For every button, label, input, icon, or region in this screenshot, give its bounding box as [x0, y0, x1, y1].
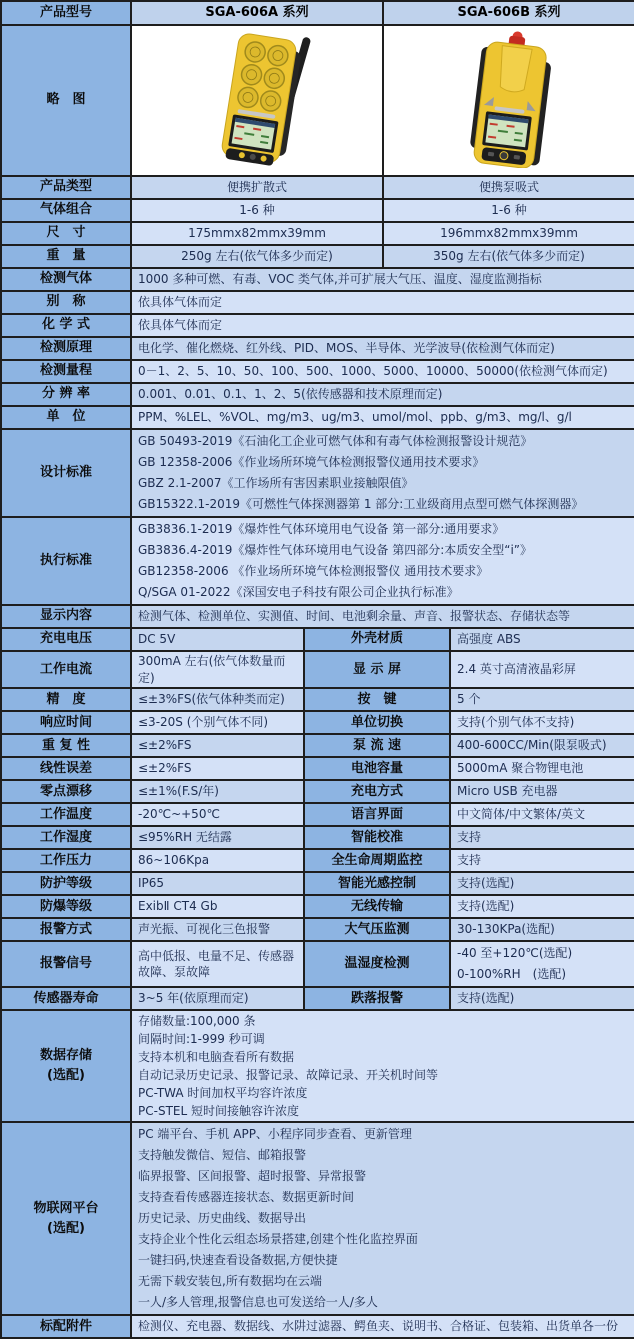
table-row-accuracy	[1, 688, 634, 711]
value-1: ≤±2%FS	[131, 734, 304, 757]
standard-line: GB15322.1-2019《可燃性气体探测器第 1 部分:工业级商用点型可燃气体探测器》	[138, 496, 584, 511]
humidity-range-line: 0-100%RH (选配)	[457, 967, 566, 982]
table-row-working-pressure	[1, 849, 634, 872]
row-label-2: 智能校准	[304, 826, 450, 849]
value-1: ≤±2%FS	[131, 757, 304, 780]
row-value-list	[131, 1010, 634, 1122]
storage-line: PC-STEL 短时间接触容许浓度	[138, 1104, 299, 1119]
table-row-protection-rating	[1, 872, 634, 895]
row-label: 气体组合	[1, 199, 131, 222]
value-1: ≤±3%FS(依气体种类而定)	[131, 688, 304, 711]
table-row-executive-standards	[1, 517, 634, 605]
row-label: 工作电流	[1, 651, 131, 689]
row-value: 1000 多种可燃、有毒、VOC 类气体,并可扩展大气压、温度、湿度监测指标	[131, 268, 634, 291]
row-label: 显示内容	[1, 605, 131, 628]
storage-line: 存储数量:100,000 条	[138, 1014, 256, 1029]
table-row-charge-voltage	[1, 628, 634, 651]
value-a: 175mmx82mmx39mm	[131, 222, 383, 245]
value-2: 支持(选配)	[450, 987, 634, 1010]
storage-line: 自动记录历史记录、报警记录、故障记录、开关机时间等	[138, 1068, 439, 1083]
row-label-product-model: 产品型号	[1, 1, 131, 25]
value-2: 2.4 英寸高清液晶彩屏	[450, 651, 634, 689]
row-value: 检测气体、检测单位、实测值、时间、电池剩余量、声音、报警状态、存储状态等	[131, 605, 634, 628]
value-a: 250g 左右(依气体多少而定)	[131, 245, 383, 268]
iot-line: 支持触发微信、短信、邮箱报警	[138, 1148, 307, 1163]
row-label: 防爆等级	[1, 895, 131, 918]
device-b-image	[386, 28, 634, 168]
row-label-line: 物联网平台	[33, 1200, 99, 1216]
table-row-linearity-error	[1, 757, 634, 780]
row-label: 单 位	[1, 406, 131, 429]
table-row-product-type	[1, 176, 634, 199]
row-label-2: 显 示 屏	[304, 651, 450, 689]
row-label-line: (选配)	[47, 1068, 85, 1084]
standard-line: Q/SGA 01-2022《深国安电子科技有限公司企业执行标准》	[138, 584, 459, 599]
table-row-working-humidity	[1, 826, 634, 849]
table-row-design-standards	[1, 429, 634, 517]
value-2: Micro USB 充电器	[450, 780, 634, 803]
temp-range-line: -40 至+120℃(选配)	[457, 946, 573, 961]
table-row-working-current	[1, 651, 634, 689]
table-row-resolution	[1, 383, 634, 406]
table-row-alarm-signal	[1, 941, 634, 987]
row-label: 报警方式	[1, 918, 131, 941]
value-1: 300mA 左右(依气体数量而定)	[131, 651, 304, 689]
table-row-units	[1, 406, 634, 429]
row-label: 传感器寿命	[1, 987, 131, 1010]
value-2: 支持(选配)	[450, 872, 634, 895]
row-value: 检测仪、充电器、数据线、水阱过滤器、鳄鱼夹、说明书、合格证、包装箱、出货单各一份	[131, 1315, 634, 1338]
row-value: 0－1、2、5、10、50、100、500、1000、5000、10000、50000(依检测气体而定)	[131, 360, 634, 383]
standard-line: GB 12358-2006《作业场所环境气体检测报警仪通用技术要求》	[138, 454, 485, 469]
row-label: 分 辨 率	[1, 383, 131, 406]
table-row-alarm-mode	[1, 918, 634, 941]
row-label	[1, 1122, 131, 1315]
row-label-2: 温湿度检测	[304, 941, 450, 987]
table-row-alias	[1, 291, 634, 314]
row-label: 别 称	[1, 291, 131, 314]
value-1: -20℃~+50℃	[131, 803, 304, 826]
row-label: 检测量程	[1, 360, 131, 383]
row-label: 线性误差	[1, 757, 131, 780]
value-2	[450, 941, 634, 987]
value-1: 声光振、可视化三色报警	[131, 918, 304, 941]
row-label: 精 度	[1, 688, 131, 711]
row-value-list	[131, 517, 634, 605]
row-label-2: 单位切换	[304, 711, 450, 734]
row-label: 零点漂移	[1, 780, 131, 803]
row-label: 报警信号	[1, 941, 131, 987]
iot-line: PC 端平台、手机 APP、小程序同步查看、更新管理	[138, 1127, 412, 1142]
row-label-2: 充电方式	[304, 780, 450, 803]
value-2: 支持(个别气体不支持)	[450, 711, 634, 734]
table-row-repeatability	[1, 734, 634, 757]
table-row-gas-combination	[1, 199, 634, 222]
row-label: 工作压力	[1, 849, 131, 872]
table-row-sensor-life	[1, 987, 634, 1010]
standard-line: GB3836.1-2019《爆炸性气体环境用电气设备 第一部分:通用要求》	[138, 521, 505, 536]
row-label: 设计标准	[1, 429, 131, 517]
value-2: 支持	[450, 826, 634, 849]
column-header-sga606a: SGA-606A 系列	[131, 1, 383, 25]
row-label-2: 智能光感控制	[304, 872, 450, 895]
table-row-zero-drift	[1, 780, 634, 803]
value-1: DC 5V	[131, 628, 304, 651]
row-value: 依具体气体而定	[131, 291, 634, 314]
row-label-2: 按 键	[304, 688, 450, 711]
table-row-iot-platform	[1, 1122, 634, 1315]
row-label-line: 数据存储	[39, 1048, 92, 1064]
row-value: 电化学、催化燃烧、红外线、PID、MOS、半导体、光学波导(依检测气体而定)	[131, 337, 634, 360]
row-label: 重 量	[1, 245, 131, 268]
value-2: 中文简体/中文繁体/英文	[450, 803, 634, 826]
iot-line: 无需下载安装包,所有数据均在云端	[138, 1274, 322, 1289]
row-label: 检测气体	[1, 268, 131, 291]
value-2: 5000mA 聚合物锂电池	[450, 757, 634, 780]
table-row-response-time	[1, 711, 634, 734]
table-row-weight	[1, 245, 634, 268]
iot-line: 一人/多人管理,报警信息也可发送给一人/多人	[138, 1295, 378, 1310]
value-2: 5 个	[450, 688, 634, 711]
iot-line: 支持企业个性化云组态场景搭建,创建个性化监控界面	[138, 1232, 418, 1247]
value-b: 196mmx82mmx39mm	[383, 222, 634, 245]
sketch-row	[1, 25, 634, 176]
value-2: 400-600CC/Min(限泵吸式)	[450, 734, 634, 757]
iot-line: 支持查看传感器连接状态、数据更新时间	[138, 1190, 355, 1205]
value-1: IP65	[131, 872, 304, 895]
table-row-detection-principle	[1, 337, 634, 360]
table-header-row	[1, 1, 634, 25]
value-b: 1-6 种	[383, 199, 634, 222]
table-row-data-storage	[1, 1010, 634, 1122]
row-value: 依具体气体而定	[131, 314, 634, 337]
row-label: 化 学 式	[1, 314, 131, 337]
row-label-2: 语言界面	[304, 803, 450, 826]
row-label-2: 跌落报警	[304, 987, 450, 1010]
storage-line: 支持本机和电脑查看所有数据	[138, 1050, 295, 1065]
value-1: ≤95%RH 无结露	[131, 826, 304, 849]
iot-line: 临界报警、区间报警、超时报警、异常报警	[138, 1169, 367, 1184]
row-label: 防护等级	[1, 872, 131, 895]
storage-line: PC-TWA 时间加权平均容许浓度	[138, 1086, 308, 1101]
row-label: 响应时间	[1, 711, 131, 734]
value-b: 350g 左右(依气体多少而定)	[383, 245, 634, 268]
row-label-2: 大气压监测	[304, 918, 450, 941]
row-label: 充电电压	[1, 628, 131, 651]
row-label-2: 电池容量	[304, 757, 450, 780]
row-label-2: 泵 流 速	[304, 734, 450, 757]
row-value: PPM、%LEL、%VOL、mg/m3、ug/m3、umol/mol、ppb、g/m3、mg/l、g/l	[131, 406, 634, 429]
value-2: 30-130KPa(选配)	[450, 918, 634, 941]
row-label-2: 外壳材质	[304, 628, 450, 651]
standard-line: GB12358-2006 《作业场所环境气体检测报警仪 通用技术要求》	[138, 563, 489, 578]
device-a-image	[134, 28, 382, 168]
row-label-2: 全生命周期监控	[304, 849, 450, 872]
value-a: 便携扩散式	[131, 176, 383, 199]
storage-line: 间隔时间:1-999 秒可调	[138, 1032, 265, 1047]
table-row-detection-range	[1, 360, 634, 383]
value-1: 86~106Kpa	[131, 849, 304, 872]
row-label: 检测原理	[1, 337, 131, 360]
table-row-dimensions	[1, 222, 634, 245]
row-label-2: 无线传输	[304, 895, 450, 918]
iot-line: 历史记录、历史曲线、数据导出	[138, 1211, 307, 1226]
value-1: 3~5 年(依原理而定)	[131, 987, 304, 1010]
row-label: 标配附件	[1, 1315, 131, 1338]
row-label: 产品类型	[1, 176, 131, 199]
table-row-accessories	[1, 1315, 634, 1338]
row-value: 0.001、0.01、0.1、1、2、5(依传感器和技术原理而定)	[131, 383, 634, 406]
row-label: 工作湿度	[1, 826, 131, 849]
row-label: 工作温度	[1, 803, 131, 826]
value-1: ≤3-20S (个别气体不同)	[131, 711, 304, 734]
row-value-list	[131, 1122, 634, 1315]
row-value-list	[131, 429, 634, 517]
row-label: 执行标准	[1, 517, 131, 605]
table-row-explosion-proof-rating	[1, 895, 634, 918]
value-1: ExibⅡ CT4 Gb	[131, 895, 304, 918]
table-row-working-temperature	[1, 803, 634, 826]
row-label: 重 复 性	[1, 734, 131, 757]
value-2: 支持(选配)	[450, 895, 634, 918]
table-row-display-content	[1, 605, 634, 628]
column-header-sga606b: SGA-606B 系列	[383, 1, 634, 25]
table-row-chemical-formula	[1, 314, 634, 337]
standard-line: GB 50493-2019《石油化工企业可燃气体和有毒气体检测报警设计规范》	[138, 433, 533, 448]
row-label	[1, 1010, 131, 1122]
standard-line: GBZ 2.1-2007《工作场所有害因素职业接触限值》	[138, 475, 414, 490]
iot-line: 一键扫码,快速查看设备数据,方便快捷	[138, 1253, 338, 1268]
value-1: ≤±1%(F.S/年)	[131, 780, 304, 803]
value-b: 便携泵吸式	[383, 176, 634, 199]
product-image-cell-a	[131, 25, 383, 176]
value-1: 高中低报、电量不足、传感器故障、泵故障	[131, 941, 304, 987]
table-row-detected-gases	[1, 268, 634, 291]
value-a: 1-6 种	[131, 199, 383, 222]
row-label-line: (选配)	[47, 1220, 85, 1236]
row-label-sketch: 略 图	[1, 25, 131, 176]
standard-line: GB3836.4-2019《爆炸性气体环境用电气设备 第四部分:本质安全型“i”》	[138, 542, 533, 557]
value-2: 高强度 ABS	[450, 628, 634, 651]
value-2: 支持	[450, 849, 634, 872]
product-image-cell-b	[383, 25, 634, 176]
row-label: 尺 寸	[1, 222, 131, 245]
